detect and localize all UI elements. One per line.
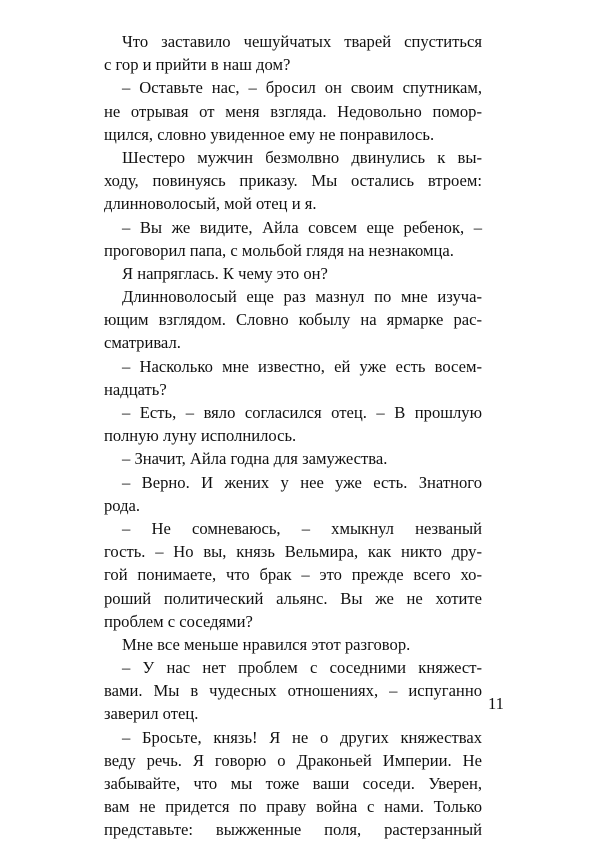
text-line: вами. Мы в чудесных отношениях, – испуганно: [104, 681, 482, 701]
text-line: Я напряглась. К чему это он?: [122, 263, 328, 283]
text-line: с гор и прийти в наш дом?: [104, 55, 291, 75]
text-line: сматривал.: [104, 333, 181, 353]
text-line: – Вы же видите, Айла совсем еще ребенок, –: [122, 217, 482, 237]
text-line: Мне все меньше нравился этот разговор.: [122, 634, 411, 654]
text-line: проговорил папа, с мольбой глядя на незнакомца.: [104, 240, 454, 260]
body-text: [104, 30, 482, 842]
text-line: забывайте, что мы тоже ваши соседи. Уверен,: [104, 774, 482, 793]
text-line: гость. – Но вы, князь Вельмира, как никто дру-: [104, 542, 482, 562]
text-line: не отрывая от меня взгляда. Недовольно помор-: [104, 101, 482, 121]
text-line: – Есть, – вяло согласился отец. – В прошлую: [122, 403, 482, 422]
text-line: рода.: [104, 495, 141, 515]
text-line: длинноволосый, мой отец и я.: [104, 194, 317, 214]
text-line: полную луну исполнилось.: [104, 426, 297, 446]
text-line: проблем с соседями?: [104, 611, 253, 631]
text-line: Что заставило чешуйчатых тварей спуститься: [122, 32, 482, 51]
text-line: вам не придется по праву война с нами. Только: [104, 797, 482, 817]
text-line: надцать?: [104, 379, 167, 399]
page-number: 11: [488, 694, 504, 713]
text-line: – Верно. И жених у нее уже есть. Знатного: [122, 472, 482, 492]
text-line: заверил отец.: [104, 704, 199, 724]
text-line: Шестеро мужчин безмолвно двинулись к вы-: [122, 147, 482, 167]
text-line: ющим взглядом. Словно кобылу на ярмарке рас-: [104, 310, 482, 330]
text-line: гой понимаете, что брак – это прежде всего хо-: [104, 565, 482, 585]
text-line: веду речь. Я говорю о Драконьей Империи. Не: [104, 750, 482, 770]
text-line: щился, словно увиденное ему не понравилось.: [104, 124, 435, 144]
text-line: ходу, повинуясь приказу. Мы остались втроем:: [104, 171, 482, 191]
text-line: Длинноволосый еще раз мазнул по мне изуча-: [122, 287, 482, 307]
text-line: представьте: выжженные поля, растерзанный: [104, 820, 482, 840]
text-line: – Значит, Айла годна для замужества.: [122, 449, 388, 469]
text-line: – Оставьте нас, – бросил он своим спутникам,: [122, 78, 482, 98]
text-line: – Бросьте, князь! Я не о других княжествах: [122, 727, 482, 747]
text-line: – У нас нет проблем с соседними княжест-: [122, 658, 482, 678]
text-line: – Насколько мне известно, ей уже есть восем-: [122, 356, 482, 376]
text-line: – Не сомневаюсь, – хмыкнул незваный: [122, 518, 482, 538]
text-line: роший политический альянс. Вы же не хотите: [104, 588, 482, 608]
